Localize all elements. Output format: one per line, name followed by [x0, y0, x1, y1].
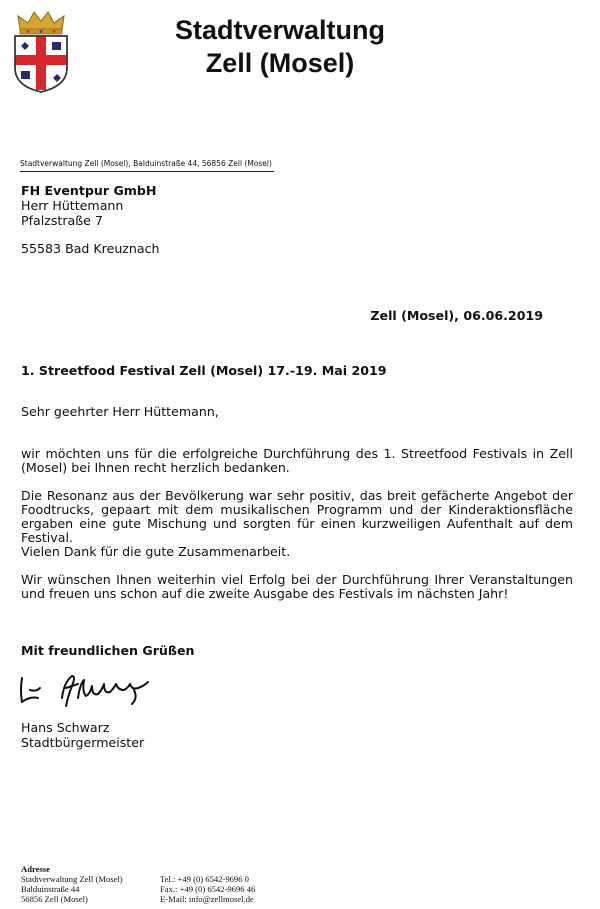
- footer-address-line: Balduinstraße 44: [21, 884, 80, 894]
- signer-name: Hans Schwarz: [21, 720, 110, 735]
- signer-title: Stadtbürgermeister: [21, 735, 145, 750]
- footer-heading: Adresse: [21, 864, 50, 874]
- recipient-address: [21, 183, 160, 256]
- closing: Mit freundlichen Grüßen: [21, 643, 195, 658]
- recipient-name: Herr Hüttemann: [21, 198, 124, 213]
- body-paragraph: wir möchten uns für die erfolgreiche Durchführung des 1. Streetfood Festivals in Zell (Mosel) bei Ihnen recht herzlich bedanken.: [21, 446, 573, 475]
- footer-contact: [160, 874, 255, 904]
- organization-town: Zell (Mosel): [205, 48, 355, 78]
- footer-address-line: 56856 Zell (Mosel): [21, 894, 88, 904]
- letter-subject: 1. Streetfood Festival Zell (Mosel) 17.-19. Mai 2019: [21, 363, 387, 378]
- coat-of-arms-icon: [8, 8, 74, 94]
- organization-title: [145, 14, 415, 80]
- footer-address-line: Stadtverwaltung Zell (Mosel): [21, 874, 123, 884]
- signer-block: [21, 720, 144, 750]
- salutation: Sehr geehrter Herr Hüttemann,: [21, 404, 219, 419]
- footer: [21, 864, 255, 904]
- recipient-city: 55583 Bad Kreuznach: [21, 241, 160, 256]
- letter-date: Zell (Mosel), 06.06.2019: [370, 308, 543, 323]
- footer-email: E-Mail: info@zellmosel.de: [160, 894, 254, 904]
- recipient-street: Pfalzstraße 7: [21, 213, 103, 228]
- recipient-company: FH Eventpur GmbH: [21, 183, 157, 198]
- footer-fax: Fax.: +49 (0) 6542-9696 46: [160, 884, 256, 894]
- footer-phone: Tel.: +49 (0) 6542-9696 0: [160, 874, 249, 884]
- body-paragraph: Die Resonanz aus der Bevölkerung war sehr positiv, das breit gefächerte Angebot der Foodtrucks, gepaart mit dem musikalischen Programm und der Kinderaktionsfläche ergaben eine gute Mischung und sorgten für einen kurzweiligen Aufenthalt auf dem Festival.: [21, 488, 573, 545]
- footer-address: [21, 874, 160, 904]
- body-paragraph: Vielen Dank für die gute Zusammenarbeit.: [21, 544, 291, 559]
- signature-image: [16, 668, 156, 712]
- body-paragraph: Wir wünschen Ihnen weiterhin viel Erfolg bei der Durchführung Ihrer Veranstaltungen und freuen uns schon auf die zweite Ausgabe des Festivals im nächsten Jahr!: [21, 572, 573, 601]
- sender-address-line: Stadtverwaltung Zell (Mosel), Balduinstraße 44, 56856 Zell (Mosel): [20, 159, 274, 172]
- organization-name: Stadtverwaltung: [174, 15, 386, 45]
